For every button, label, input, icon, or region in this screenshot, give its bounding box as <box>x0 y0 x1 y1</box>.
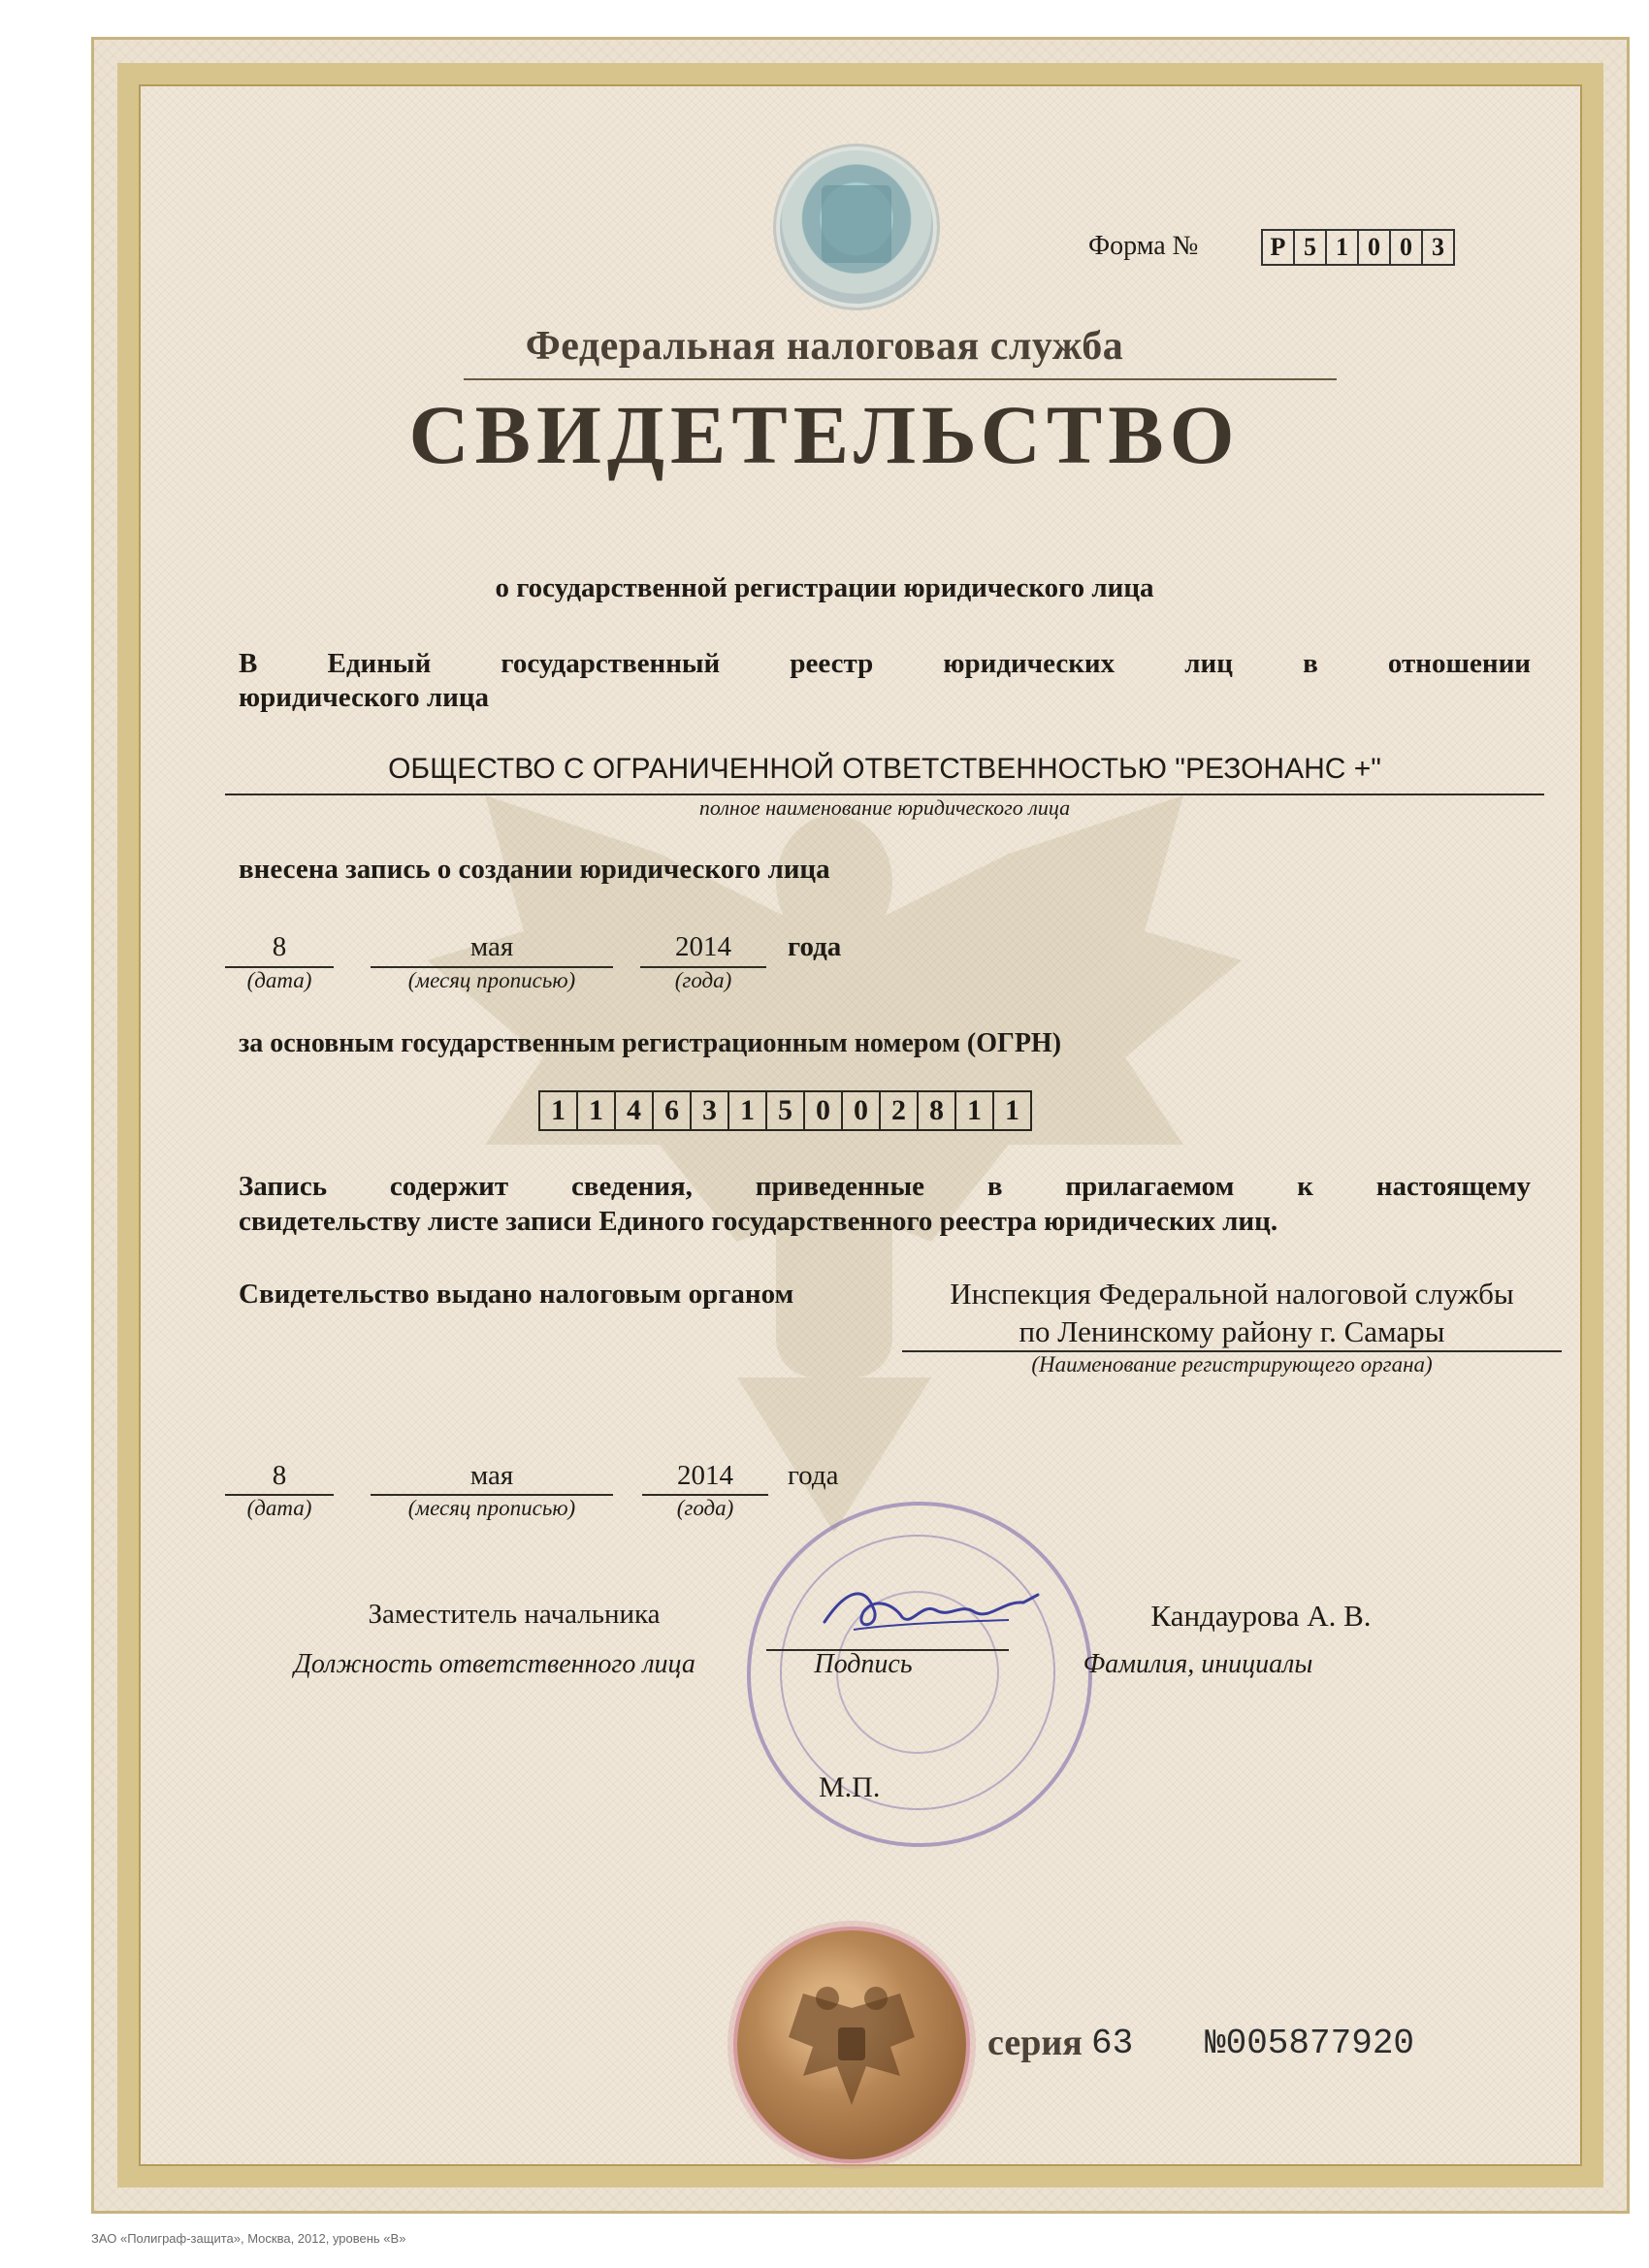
printer-imprint: ЗАО «Полиграф-защита», Москва, 2012, уровень «В» <box>91 2231 406 2246</box>
issue-day-caption: (дата) <box>246 1496 312 1520</box>
issue-month: мая <box>469 1460 514 1491</box>
organization-name-caption: полное наименование юридического лица <box>698 795 1071 820</box>
intro-line-2: юридического лица <box>239 682 490 713</box>
signature-image <box>815 1573 1048 1651</box>
issuer-label: Свидетельство выдано налоговым органом <box>239 1279 794 1310</box>
heading-divider <box>464 378 1337 380</box>
document-title: СВИДЕТЕЛЬСТВО <box>408 388 1241 481</box>
signatory-name: Кандаурова А. В. <box>1150 1599 1372 1633</box>
registration-month-caption: (месяц прописью) <box>407 968 576 992</box>
issue-year: 2014 <box>677 1460 733 1491</box>
ogrn-label: за основным государственным регистрационным номером (ОГРН) <box>239 1028 1062 1058</box>
ogrn-digit: 8 <box>919 1092 956 1129</box>
issue-year-caption: (года) <box>676 1496 734 1520</box>
signature-caption: Подпись <box>814 1649 913 1679</box>
registration-month: мая <box>469 931 514 962</box>
issuer-name-line-1: Инспекция Федеральной налоговой службы <box>950 1277 1514 1311</box>
form-number-box <box>1261 229 1455 266</box>
record-note-line-1: Запись содержит сведения, приведенные в прилагаемом к настоящему <box>239 1171 1531 1202</box>
form-code-char: 3 <box>1432 233 1444 261</box>
ogrn-digit: 1 <box>1005 1094 1019 1126</box>
registration-year: 2014 <box>675 931 731 962</box>
ogrn-digit: 1 <box>956 1092 994 1129</box>
series-value: 63 <box>1091 2024 1134 2063</box>
signatory-position: Заместитель начальника <box>368 1599 661 1630</box>
ogrn-digit: 2 <box>881 1092 919 1129</box>
series-label: серия <box>987 2023 1083 2063</box>
ogrn-digit: 1 <box>540 1092 578 1129</box>
ogrn-digit: 3 <box>692 1092 729 1129</box>
serial-number: №005877920 <box>1205 2024 1415 2063</box>
form-code-char: 0 <box>1359 231 1391 264</box>
agency-heading: Федеральная налоговая служба <box>525 324 1124 369</box>
form-code-char: Р <box>1263 231 1295 264</box>
ogrn-digit: 0 <box>843 1092 881 1129</box>
double-headed-eagle-icon <box>784 1969 920 2115</box>
coat-of-arms-icon <box>822 185 891 263</box>
gold-seal <box>737 1930 966 2159</box>
registration-day-caption: (дата) <box>246 968 312 992</box>
form-code-char: 1 <box>1327 231 1359 264</box>
hologram-emblem <box>773 144 940 310</box>
registration-year-suffix: года <box>788 931 842 962</box>
ogrn-digit: 1 <box>578 1092 616 1129</box>
issuer-caption: (Наименование регистрирующего органа) <box>1031 1352 1433 1377</box>
signatory-position-caption: Должность ответственного лица <box>294 1649 695 1679</box>
issue-year-suffix: года <box>788 1460 839 1491</box>
intro-line-1: В Единый государственный реестр юридических лиц в отношении <box>239 648 1531 679</box>
seal-place-label: М.П. <box>819 1771 881 1803</box>
ogrn-digit: 6 <box>654 1092 692 1129</box>
ogrn-digit: 0 <box>805 1092 843 1129</box>
issuer-name-line-2: по Ленинскому району г. Самары <box>1018 1314 1445 1348</box>
signatory-name-caption: Фамилия, инициалы <box>1083 1649 1313 1679</box>
organization-name: ОБЩЕСТВО С ОГРАНИЧЕННОЙ ОТВЕТСТВЕННОСТЬЮ "РЕЗОНАНС +" <box>388 753 1381 785</box>
document-subtitle: о государственной регистрации юридического лица <box>495 572 1154 603</box>
record-note-line-2: свидетельству листе записи Единого государственного реестра юридических лиц. <box>239 1206 1278 1237</box>
ogrn-digit: 5 <box>767 1092 805 1129</box>
ogrn-box <box>538 1090 1032 1131</box>
form-number-label: Форма № <box>1088 231 1199 261</box>
form-code-char: 0 <box>1391 231 1423 264</box>
registration-year-caption: (года) <box>674 968 732 992</box>
issue-day: 8 <box>272 1460 287 1491</box>
ogrn-digit: 1 <box>729 1092 767 1129</box>
entry-text: внесена запись о создании юридического лица <box>239 854 830 885</box>
ogrn-digit: 4 <box>616 1092 654 1129</box>
form-code-char: 5 <box>1295 231 1327 264</box>
issue-month-caption: (месяц прописью) <box>407 1496 576 1520</box>
registration-day: 8 <box>272 931 287 962</box>
